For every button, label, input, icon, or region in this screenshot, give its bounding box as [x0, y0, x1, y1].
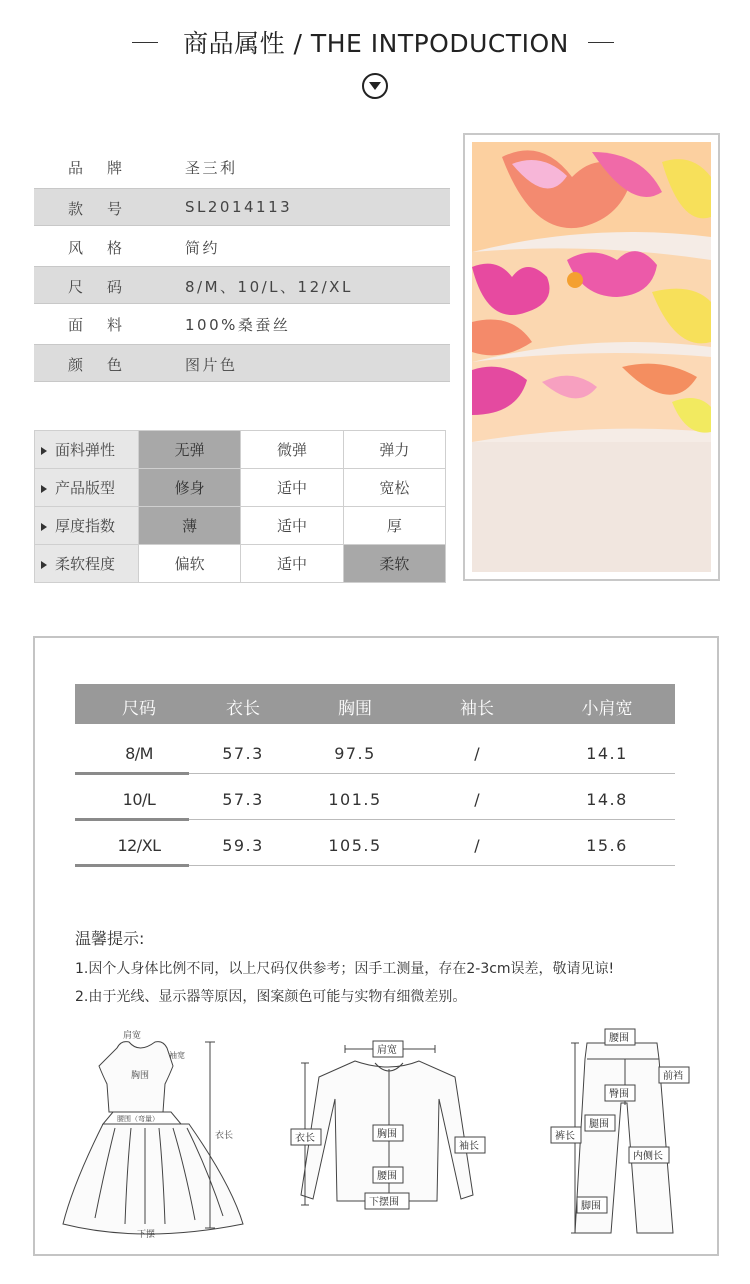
diagram-label-ankle: 脚围	[581, 1201, 601, 1212]
bust-cell: 105.5	[328, 836, 382, 855]
tips-title: 温馨提示:	[75, 929, 145, 948]
attr-row-size	[34, 266, 450, 304]
page-title: 商品属性 / THE INTPODUCTION	[183, 29, 569, 58]
diagram-label-inseam: 内侧长	[633, 1151, 663, 1162]
section-header	[0, 22, 750, 62]
shirt-measurement-diagram	[285, 1033, 495, 1223]
attr-label: 款号	[68, 200, 147, 218]
column-header: 袖长	[460, 699, 494, 719]
column-header: 小肩宽	[581, 699, 633, 719]
attr-row-color	[34, 344, 450, 382]
property-option-selected: 修身	[139, 469, 241, 507]
triangle-right-icon	[41, 561, 47, 569]
bust-cell: 101.5	[328, 790, 382, 809]
property-option: 弹力	[343, 431, 445, 469]
attr-row-brand	[34, 148, 450, 186]
property-option-selected: 柔软	[343, 545, 445, 583]
shoulder-cell: 15.6	[586, 836, 628, 855]
size-table-header	[75, 684, 675, 724]
size-cell: 12/XL	[117, 836, 161, 855]
property-label: 面料弹性	[35, 431, 139, 469]
property-option: 微弹	[241, 431, 343, 469]
attr-label: 尺码	[68, 278, 147, 296]
property-row-fit	[35, 469, 446, 507]
attr-label: 风格	[68, 239, 147, 257]
table-row	[75, 734, 675, 774]
tip-line: 1.因个人身体比例不同，以上尺码仅供参考；因手工测量，存在2-3cm误差，敬请见谅!	[75, 961, 615, 977]
property-label: 产品版型	[35, 469, 139, 507]
length-cell: 57.3	[222, 744, 264, 763]
property-option-selected: 薄	[139, 507, 241, 545]
dress-measurement-diagram	[55, 1028, 255, 1240]
property-option: 偏软	[139, 545, 241, 583]
diagram-label-sleeve: 袖长	[459, 1141, 479, 1152]
diagram-label-hem: 下摆	[137, 1230, 156, 1240]
attr-label: 颜色	[68, 356, 147, 374]
attr-row-style-no	[34, 188, 450, 226]
silk-fabric-image	[472, 142, 711, 572]
property-option: 厚	[343, 507, 445, 545]
property-option: 适中	[241, 469, 343, 507]
diagram-label-bust: 胸围	[377, 1129, 397, 1140]
property-option: 适中	[241, 545, 343, 583]
pants-measurement-diagram	[545, 1023, 705, 1243]
row-divider-accent	[75, 818, 189, 821]
column-header: 尺码	[122, 699, 156, 719]
table-row	[75, 826, 675, 866]
diagram-label-thigh: 腿围	[589, 1119, 609, 1130]
diagram-label-shoulder: 肩宽	[377, 1045, 397, 1056]
triangle-right-icon	[41, 523, 47, 531]
attr-value: 100%桑蚕丝	[185, 316, 291, 334]
product-photo	[463, 133, 720, 581]
property-option: 宽松	[343, 469, 445, 507]
property-row-softness	[35, 545, 446, 583]
attr-value: 8/M、10/L、12/XL	[185, 278, 353, 296]
diagram-label-shoulder: 肩宽	[123, 1031, 142, 1041]
diagram-label-waist: 腰围（弯量）	[117, 1115, 159, 1123]
attr-value: SL2014113	[185, 198, 293, 216]
sleeve-cell: /	[474, 790, 480, 809]
attr-label: 品牌	[68, 159, 147, 177]
chevron-down-circle-icon[interactable]	[362, 73, 388, 99]
diagram-label-front-rise: 前裆	[663, 1071, 683, 1082]
product-properties-table	[34, 430, 446, 583]
diagram-label-waist: 腰围	[609, 1033, 629, 1044]
length-cell: 57.3	[222, 790, 264, 809]
sleeve-cell: /	[474, 836, 480, 855]
header-rule-right	[588, 42, 614, 43]
diagram-label-length: 衣长	[295, 1133, 315, 1144]
shoulder-cell: 14.8	[586, 790, 628, 809]
size-cell: 10/L	[122, 790, 156, 809]
row-divider-accent	[75, 864, 189, 867]
size-cell: 8/M	[125, 744, 153, 763]
property-row-elasticity	[35, 431, 446, 469]
diagram-label-length: 衣长	[215, 1131, 234, 1141]
column-header: 衣长	[226, 699, 260, 719]
property-label: 柔软程度	[35, 545, 139, 583]
length-cell: 59.3	[222, 836, 264, 855]
attr-value: 圣三利	[185, 159, 238, 177]
property-option: 适中	[241, 507, 343, 545]
size-chart-panel	[33, 636, 719, 1256]
row-divider-accent	[75, 772, 189, 775]
bust-cell: 97.5	[334, 744, 376, 763]
header-rule-left	[132, 42, 158, 43]
attr-row-fabric	[34, 305, 450, 343]
diagram-label-length: 裤长	[555, 1131, 575, 1142]
property-option-selected: 无弹	[139, 431, 241, 469]
diagram-label-sleeve: 袖宽	[169, 1051, 185, 1060]
diagram-label-waist: 腰围	[377, 1171, 397, 1182]
triangle-right-icon	[41, 447, 47, 455]
tip-line: 2.由于光线、显示器等原因，图案颜色可能与实物有细微差别。	[75, 989, 467, 1005]
table-row	[75, 780, 675, 820]
attr-value: 图片色	[185, 356, 238, 374]
property-row-thickness	[35, 507, 446, 545]
sleeve-cell: /	[474, 744, 480, 763]
triangle-right-icon	[41, 485, 47, 493]
attr-value: 简约	[185, 239, 221, 257]
diagram-label-hem: 下摆围	[369, 1197, 399, 1208]
diagram-label-hip: 臀围	[609, 1089, 629, 1100]
column-header: 胸围	[338, 699, 372, 719]
attr-label: 面料	[68, 316, 147, 334]
attr-row-style	[34, 228, 450, 266]
property-label: 厚度指数	[35, 507, 139, 545]
shoulder-cell: 14.1	[586, 744, 628, 763]
diagram-label-bust: 胸围	[131, 1071, 150, 1081]
